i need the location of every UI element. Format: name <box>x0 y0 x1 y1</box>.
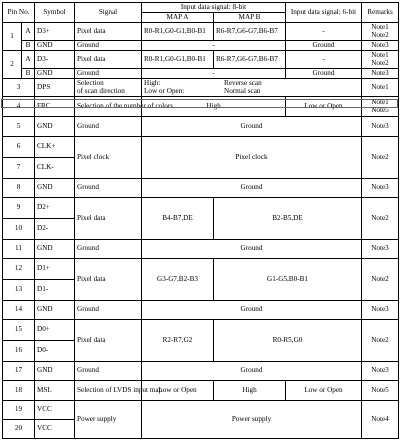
pin-17: 17 <box>3 362 35 381</box>
pin-1a-symbol: D3+ <box>35 23 75 41</box>
pin-17-symbol: GND <box>35 362 75 381</box>
pin-4: 4 <box>3 97 35 117</box>
pin-1-sub-b: B <box>22 41 35 51</box>
pin-4-6bit: Low or Open <box>286 97 362 117</box>
pin-15-16-map-b: R0-R5,G0 <box>214 320 362 362</box>
pin-8-remarks: Note3 <box>362 179 399 198</box>
pin-6: 6 <box>3 137 35 158</box>
pin-12-13-remarks: Note2 <box>362 259 399 301</box>
pin-4-signal: Selection of the number of colors <box>75 97 142 117</box>
pin-18-symbol: MSL <box>35 381 75 401</box>
pin-13-symbol: D1- <box>35 280 75 301</box>
header-pin-no: Pin No. <box>3 3 35 23</box>
pin-2a-map-a: R0-R1,G0-G1,B0-B1 <box>142 51 214 69</box>
pin-5-symbol: GND <box>35 117 75 137</box>
pin-17-remarks: Note3 <box>362 362 399 381</box>
pin-2: 2 <box>3 51 22 79</box>
pin-11-value: Ground <box>142 240 362 259</box>
pin-14-signal: Ground <box>75 301 142 320</box>
pin-2b-8bit: - <box>142 69 286 79</box>
pin-7-symbol: CLK- <box>35 158 75 179</box>
pin-15: 15 <box>3 320 35 341</box>
pin-11-symbol: GND <box>35 240 75 259</box>
header-map-b: MAP B <box>214 13 286 23</box>
pin-8-signal: Ground <box>75 179 142 198</box>
pin-5-signal: Ground <box>75 117 142 137</box>
pin-1a-map-b: R6-R7,G6-G7,B6-B7 <box>214 23 286 41</box>
pin-2a-remarks: Note1 Note2 <box>362 51 399 69</box>
pin-8-value: Ground <box>142 179 362 198</box>
pin-2-sub-a: A <box>22 51 35 69</box>
pin-15-16-map-a: R2-R7,G2 <box>142 320 214 362</box>
header-signal: Signal <box>75 3 142 23</box>
pin-1b-symbol: GND <box>35 41 75 51</box>
pin-6-7-value: Pixel clock <box>142 137 362 179</box>
pin-18-map-a: Low or Open <box>142 381 214 401</box>
pin-3-remarks: Note1 <box>362 79 399 97</box>
pin-20-symbol: VCC <box>35 420 75 439</box>
pin-3-symbol: DPS <box>35 79 75 97</box>
pin-7: 7 <box>3 158 35 179</box>
pin-12-symbol: D1+ <box>35 259 75 280</box>
pin-5-remarks: Note3 <box>362 117 399 137</box>
pin-3-values: High: Reverse scan Low or Open: Normal scan <box>142 79 362 97</box>
pin-18-6bit: Low or Open <box>286 381 362 401</box>
pin-17-value: Ground <box>142 362 362 381</box>
pin-9: 9 <box>3 198 35 219</box>
pin-11-remarks: Note3 <box>362 240 399 259</box>
header-symbol: Symbol <box>35 3 75 23</box>
pin-2b-signal: Ground <box>75 69 142 79</box>
pin-5: 5 <box>3 117 35 137</box>
pin-9-10-signal: Pixel data <box>75 198 142 240</box>
pin-12-13-signal: Pixel data <box>75 259 142 301</box>
pin-19-20-signal: Power supply <box>75 401 142 439</box>
pin-10-symbol: D2- <box>35 219 75 240</box>
pin-9-10-map-b: B2-B5,DE <box>214 198 362 240</box>
header-map-a: MAP A <box>142 13 214 23</box>
pin-4-remarks: Note1 Note5 <box>362 97 399 117</box>
pin-19-symbol: VCC <box>35 401 75 420</box>
pin-18-map-b: High <box>214 381 286 401</box>
pin-20: 20 <box>3 420 35 439</box>
pin-2a-map-b: R6-R7,G6-G7,B6-B7 <box>214 51 286 69</box>
pin-2a-signal: Pixel data <box>75 51 142 69</box>
pin-8-symbol: GND <box>35 179 75 198</box>
pin-2b-remarks: Note3 <box>362 69 399 79</box>
pin-1a-signal: Pixel data <box>75 23 142 41</box>
pin-19-20-remarks: Note4 <box>362 401 399 439</box>
pin-2-sub-b: B <box>22 69 35 79</box>
pin-16: 16 <box>3 341 35 362</box>
pin-6-symbol: CLK+ <box>35 137 75 158</box>
pin-1b-signal: Ground <box>75 41 142 51</box>
pin-14-symbol: GND <box>35 301 75 320</box>
pin-9-symbol: D2+ <box>35 198 75 219</box>
pin-4-symbol: FRC <box>35 97 75 117</box>
pin-3: 3 <box>3 79 35 97</box>
pin-9-10-map-a: B4-B7,DE <box>142 198 214 240</box>
pin-1b-6bit: Ground <box>286 41 362 51</box>
pin-11: 11 <box>3 240 35 259</box>
header-input-8bit: Input data signal: 8-bit <box>142 3 286 13</box>
pin-10: 10 <box>3 219 35 240</box>
pin-5-value: Ground <box>142 117 362 137</box>
pin-15-16-signal: Pixel data <box>75 320 142 362</box>
pin-14-value: Ground <box>142 301 362 320</box>
header-input-6bit: Input data signal: 6-bit <box>286 3 362 23</box>
pin-1a-remarks: Note1 Note2 <box>362 23 399 41</box>
pin-assignment-table <box>2 2 399 439</box>
pin-16-symbol: D0- <box>35 341 75 362</box>
pin-1: 1 <box>3 23 22 51</box>
pin-12-13-map-b: G1-G5,B0-B1 <box>214 259 362 301</box>
pin-18-remarks: Note5 <box>362 381 399 401</box>
pin-2b-symbol: GND <box>35 69 75 79</box>
pin-14-remarks: Note3 <box>362 301 399 320</box>
pin-12: 12 <box>3 259 35 280</box>
pin-13: 13 <box>3 280 35 301</box>
pin-15-symbol: D0+ <box>35 320 75 341</box>
pin-6-7-remarks: Note2 <box>362 137 399 179</box>
pin-1a-map-a: R0-R1,G0-G1,B0-B1 <box>142 23 214 41</box>
pin-2a-6bit: - <box>286 51 362 69</box>
pin-12-13-map-a: G3-G7,B2-B3 <box>142 259 214 301</box>
pin-18-signal: Selection of LVDS input map <box>75 381 142 401</box>
pin-2b-6bit: Ground <box>286 69 362 79</box>
pin-18: 18 <box>3 381 35 401</box>
pin-4-8bit: High <box>142 97 286 117</box>
pin-8: 8 <box>3 179 35 198</box>
pin-11-signal: Ground <box>75 240 142 259</box>
pin-9-10-remarks: Note2 <box>362 198 399 240</box>
pin-2a-symbol: D3- <box>35 51 75 69</box>
pin-1a-6bit: - <box>286 23 362 41</box>
pin-1-sub-a: A <box>22 23 35 41</box>
pin-1b-8bit: - <box>142 41 286 51</box>
pin-19: 19 <box>3 401 35 420</box>
header-remarks: Remarks <box>362 3 399 23</box>
pin-1b-remarks: Note3 <box>362 41 399 51</box>
pin-17-signal: Ground <box>75 362 142 381</box>
pin-15-16-remarks: Note2 <box>362 320 399 362</box>
pin-3-signal: Selection of scan direction <box>75 79 142 97</box>
pin-14: 14 <box>3 301 35 320</box>
pin-19-20-value: Power supply <box>142 401 362 439</box>
pin-6-7-signal: Pixel clock <box>75 137 142 179</box>
